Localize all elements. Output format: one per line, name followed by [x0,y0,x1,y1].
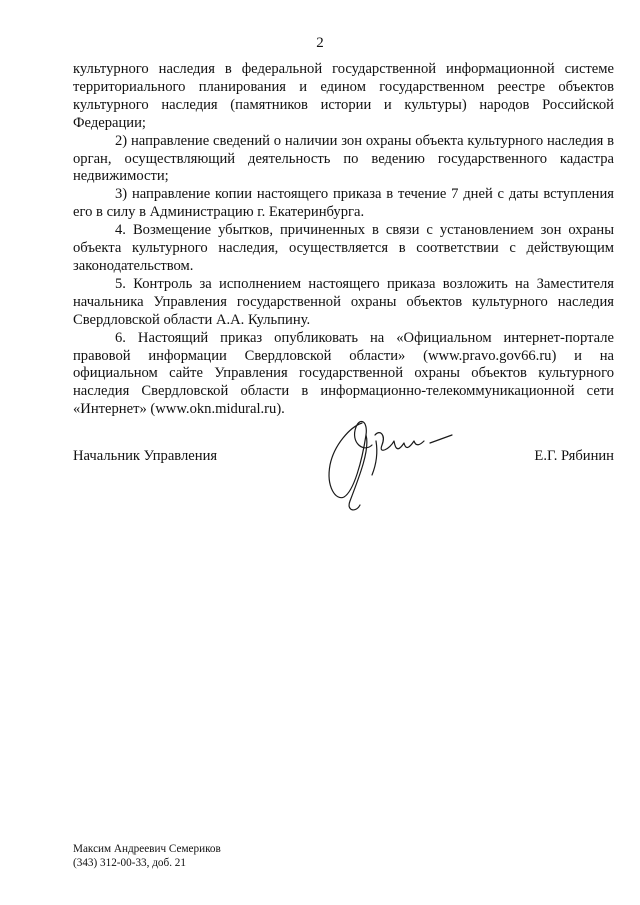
paragraph-3: 3) направление копии настоящего приказа в течение 7 дней с даты вступления его в силу в Администрацию г. Екатеринбурга. [73,186,614,221]
paragraph-2: 2) направление сведений о наличии зон охраны объекта культурного наследия в орган, осуществляющий деятельность по ведению государственного кадастра недвижимости; [73,132,614,185]
paragraph-4: 4. Возмещение убытков, причиненных в связи с установлением зон охраны объекта культурного наследия, осуществляется в соответствии с действующим законодательством. [73,222,614,274]
signatory-position: Начальник Управления [73,448,218,464]
signatory-name: Е.Г. Рябинин [534,448,614,464]
executor-name: Максим Андреевич Семериков [73,843,221,855]
handwritten-signature [320,405,460,517]
executor-footer [73,842,221,870]
page-number: 2 [316,35,324,51]
executor-phone: (343) 312-00-33, доб. 21 [73,857,186,869]
paragraph-6: 6. Настоящий приказ опубликовать на «Официальном интернет-портале правовой информации Свердловской области» (www.pravo.gov66.ru) и на официальном сайте Управления государственной охраны объектов культурного наследия Свердловской области в информационно-телекоммуникационной сети «Интернет» (www.okn.midural.ru). [73,329,614,418]
paragraph-5: 5. Контроль за исполнением настоящего приказа возложить на Заместителя начальника Управления государственной охраны объектов культурного наследия Свердловской области А.А. Кульпину. [73,275,614,328]
document-body [73,61,614,419]
paragraph-1: культурного наследия в федеральной государственной информационной системе территориального планирования и едином государственном реестре объектов культурного наследия (памятников истории и культуры) народов Российской Федерации; [73,61,614,131]
